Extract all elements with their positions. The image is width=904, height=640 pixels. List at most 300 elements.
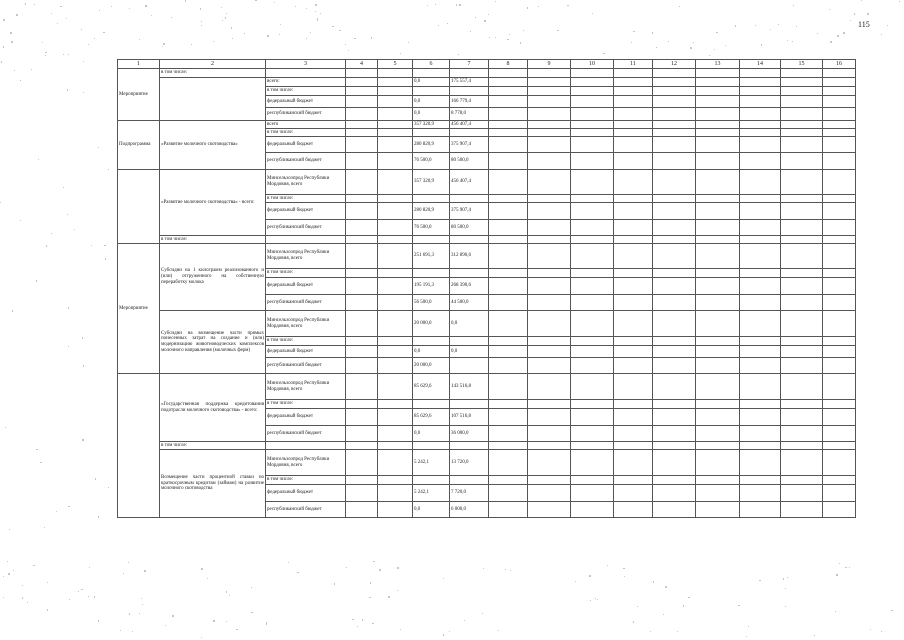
scan-speck (34, 4, 35, 5)
empty-cell (781, 337, 823, 346)
empty-cell (346, 358, 378, 374)
scan-speck (201, 637, 202, 638)
scan-speck (891, 610, 893, 612)
empty-cell (489, 236, 528, 244)
scan-speck (20, 80, 21, 81)
empty-cell (346, 442, 378, 450)
empty-cell (696, 121, 740, 129)
scan-speck (38, 159, 39, 160)
scan-speck (668, 41, 669, 42)
table-row (118, 121, 856, 129)
scan-speck (679, 6, 680, 7)
empty-cell (653, 374, 696, 400)
empty-cell (740, 108, 781, 121)
empty-cell (653, 502, 696, 518)
empty-cell (571, 78, 614, 87)
funding-source-cell: федеральный бюджет (266, 137, 346, 153)
empty-cell (653, 269, 696, 278)
empty-cell (571, 502, 614, 518)
scan-speck (370, 582, 372, 584)
scan-speck (236, 629, 237, 630)
page-number: 115 (858, 20, 870, 29)
empty-cell (653, 346, 696, 358)
scan-speck (590, 600, 591, 601)
scan-speck (575, 581, 576, 582)
scan-speck (527, 7, 528, 8)
amount-col6-cell: 280 820,9 (413, 137, 450, 153)
header-cell: 16 (823, 60, 856, 69)
empty-cell (378, 311, 413, 337)
empty-cell (823, 203, 856, 220)
scan-speck (458, 54, 459, 55)
scan-speck (68, 54, 69, 55)
scan-speck (843, 32, 845, 34)
empty-cell (571, 195, 614, 203)
empty-cell (653, 96, 696, 108)
empty-cell (614, 153, 653, 170)
scan-speck (9, 529, 10, 530)
amount-col7-cell: 456 407,4 (450, 170, 489, 195)
scan-speck (509, 34, 510, 35)
scan-speck (746, 636, 747, 637)
scan-speck (141, 598, 142, 599)
scan-speck (69, 599, 70, 600)
scan-speck (693, 42, 694, 43)
empty-cell (378, 442, 413, 450)
amount-col7-cell: 8 778,0 (450, 108, 489, 121)
empty-cell (823, 153, 856, 170)
scan-speck (165, 625, 166, 626)
scan-speck (464, 620, 465, 621)
empty-cell (653, 311, 696, 337)
scan-speck (82, 439, 83, 440)
empty-cell (346, 346, 378, 358)
scan-speck (33, 565, 34, 566)
scan-speck (829, 9, 830, 10)
scan-speck (315, 4, 317, 6)
empty-cell (653, 108, 696, 121)
empty-cell (528, 442, 571, 450)
amount-col7-cell: 456 407,4 (450, 121, 489, 129)
empty-cell (528, 337, 571, 346)
scan-speck (31, 69, 32, 70)
empty-cell (489, 358, 528, 374)
amount-col6-cell: 0,0 (413, 426, 450, 442)
scan-speck (346, 567, 347, 568)
scan-speck (495, 37, 496, 38)
scan-speck (498, 630, 499, 631)
scan-speck (484, 20, 486, 22)
table-body (118, 69, 856, 518)
empty-cell (696, 485, 740, 502)
header-row (118, 60, 856, 69)
empty-cell (696, 236, 740, 244)
scan-speck (201, 25, 202, 26)
scan-speck (759, 580, 760, 581)
funding-source-cell: федеральный бюджет (266, 96, 346, 108)
empty-cell (378, 269, 413, 278)
scan-speck (709, 55, 710, 56)
amount-col6-cell: 0,0 (413, 96, 450, 108)
empty-cell (696, 374, 740, 400)
scan-speck (295, 6, 296, 7)
empty-cell (696, 337, 740, 346)
empty-cell (528, 220, 571, 236)
empty-cell (571, 137, 614, 153)
empty-cell (571, 170, 614, 195)
empty-cell (378, 358, 413, 374)
scan-speck (108, 169, 109, 170)
empty-cell (528, 485, 571, 502)
header-cell: 14 (740, 60, 781, 69)
scan-speck (45, 52, 47, 54)
empty-cell (571, 358, 614, 374)
empty-cell (740, 69, 781, 78)
scan-speck (67, 214, 68, 215)
scan-speck (51, 13, 53, 15)
empty-cell (696, 295, 740, 311)
program-name-cell (160, 78, 266, 121)
empty-cell (740, 346, 781, 358)
empty-cell (781, 409, 823, 426)
empty-cell (528, 358, 571, 374)
scan-speck (475, 17, 476, 18)
scan-speck (142, 604, 143, 605)
scan-speck (371, 37, 372, 38)
empty-cell (346, 108, 378, 121)
scan-speck (213, 41, 214, 42)
empty-cell (378, 78, 413, 87)
empty-cell (653, 476, 696, 485)
scan-speck (13, 570, 14, 571)
amount-col7-cell: 6 000,0 (450, 502, 489, 518)
scan-speck (306, 38, 307, 39)
amount-col7-cell (450, 269, 489, 278)
empty-cell (378, 220, 413, 236)
scan-speck (44, 527, 45, 528)
scan-speck (98, 516, 100, 518)
scan-speck (348, 50, 349, 51)
scan-speck (244, 33, 245, 34)
funding-source-cell (266, 69, 346, 78)
amount-col7-cell: 312 890,6 (450, 244, 489, 269)
empty-cell (781, 295, 823, 311)
empty-cell (823, 170, 856, 195)
amount-col7-cell: 375 907,4 (450, 137, 489, 153)
scan-speck (761, 44, 763, 46)
scan-speck (887, 25, 888, 26)
empty-cell (571, 220, 614, 236)
scan-speck (796, 26, 797, 27)
empty-cell (740, 153, 781, 170)
empty-cell (489, 220, 528, 236)
scan-speck (755, 25, 756, 26)
scan-speck (317, 19, 319, 21)
scan-speck (221, 7, 222, 8)
empty-cell (528, 69, 571, 78)
empty-cell (528, 96, 571, 108)
amount-col7-cell: 0,0 (450, 346, 489, 358)
empty-cell (653, 153, 696, 170)
empty-cell (346, 476, 378, 485)
empty-cell (653, 278, 696, 295)
empty-cell (781, 269, 823, 278)
scan-speck (36, 449, 37, 450)
empty-cell (740, 278, 781, 295)
scan-speck (51, 233, 52, 234)
scan-speck (56, 511, 57, 512)
scan-speck (222, 20, 223, 21)
row-type-cell: Мероприятие (118, 69, 160, 121)
scan-speck (88, 44, 89, 45)
amount-col6-cell: 0,0 (413, 346, 450, 358)
empty-cell (378, 278, 413, 295)
empty-cell (528, 236, 571, 244)
empty-cell (614, 278, 653, 295)
empty-cell (489, 485, 528, 502)
row-type-cell (118, 374, 160, 518)
scan-speck (46, 245, 48, 247)
scan-speck (98, 620, 100, 622)
empty-cell (781, 78, 823, 87)
empty-cell (653, 78, 696, 87)
scan-speck (139, 39, 140, 40)
empty-cell (653, 450, 696, 476)
scan-speck (683, 605, 685, 607)
empty-cell (489, 153, 528, 170)
scan-speck (592, 13, 593, 14)
scan-speck (839, 563, 841, 565)
scan-speck (3, 46, 5, 48)
empty-cell (614, 311, 653, 337)
table-row (118, 374, 856, 400)
empty-cell (528, 295, 571, 311)
empty-cell (489, 269, 528, 278)
scan-speck (11, 41, 13, 43)
empty-cell (823, 108, 856, 121)
scan-speck (867, 13, 869, 15)
amount-col6-cell: 20 000,0 (413, 311, 450, 337)
scan-speck (793, 5, 794, 6)
empty-cell (528, 170, 571, 195)
scan-speck (103, 32, 104, 33)
funding-source-cell: республиканский бюджет (266, 153, 346, 170)
empty-cell (823, 311, 856, 337)
empty-cell (489, 78, 528, 87)
header-cell: 7 (450, 60, 489, 69)
empty-cell (823, 400, 856, 409)
empty-cell (346, 269, 378, 278)
empty-cell (571, 442, 614, 450)
scan-speck (267, 35, 268, 36)
amount-col7-cell: 80 500,0 (450, 153, 489, 170)
empty-cell (740, 476, 781, 485)
empty-cell (696, 426, 740, 442)
scan-speck (320, 13, 321, 14)
scan-speck (105, 258, 106, 259)
header-cell: 6 (413, 60, 450, 69)
empty-cell (571, 87, 614, 96)
scan-speck (427, 5, 428, 6)
scan-speck (280, 24, 282, 26)
scan-speck (735, 25, 736, 26)
empty-cell (489, 278, 528, 295)
scan-speck (633, 621, 635, 623)
empty-cell (489, 476, 528, 485)
amount-col7-cell: 175 557,4 (450, 78, 489, 87)
scan-speck (42, 42, 43, 43)
empty-cell (571, 108, 614, 121)
empty-cell (653, 244, 696, 269)
scan-speck (20, 220, 21, 221)
scan-speck (595, 598, 596, 599)
empty-cell (653, 87, 696, 96)
empty-cell (489, 203, 528, 220)
scan-speck (226, 13, 227, 14)
empty-cell (571, 374, 614, 400)
scan-speck (81, 29, 82, 30)
scan-speck (633, 31, 635, 33)
scan-speck (201, 21, 202, 22)
table-row (118, 69, 856, 78)
empty-cell (346, 220, 378, 236)
amount-col6-cell: 195 191,3 (413, 278, 450, 295)
scan-speck (623, 568, 624, 569)
funding-source-cell: в том числе: (266, 129, 346, 137)
scan-speck (200, 8, 201, 9)
scan-speck (400, 53, 401, 54)
empty-cell (571, 400, 614, 409)
table-row (118, 78, 856, 87)
amount-col6-cell: 56 500,0 (413, 295, 450, 311)
amount-col7-cell: 0,0 (450, 311, 489, 337)
empty-cell (489, 337, 528, 346)
amount-col6-cell (413, 269, 450, 278)
empty-cell (740, 502, 781, 518)
amount-col7-cell: 143 516,8 (450, 374, 489, 400)
empty-cell (614, 121, 653, 129)
empty-cell (740, 96, 781, 108)
amount-col7-cell (450, 442, 489, 450)
empty-cell (781, 476, 823, 485)
budget-table (117, 59, 856, 518)
scan-speck (5, 427, 6, 428)
empty-cell (378, 137, 413, 153)
empty-cell (653, 295, 696, 311)
empty-cell (823, 426, 856, 442)
empty-cell (528, 502, 571, 518)
empty-cell (489, 400, 528, 409)
empty-cell (781, 203, 823, 220)
empty-cell (696, 442, 740, 450)
empty-cell (346, 78, 378, 87)
empty-cell (696, 476, 740, 485)
program-name-cell: Возмещение части процентной ставки по краткосрочным кредитам (займам) на развитие молочного скотоводства (160, 450, 266, 518)
empty-cell (614, 358, 653, 374)
empty-cell (528, 426, 571, 442)
empty-cell (614, 78, 653, 87)
scan-speck (510, 570, 511, 571)
scan-speck (231, 27, 232, 28)
row-type-cell: Подпрограмма (118, 121, 160, 170)
empty-cell (571, 476, 614, 485)
scan-speck (397, 567, 399, 569)
scan-speck (881, 34, 882, 35)
scan-speck (379, 569, 381, 571)
scan-speck (656, 47, 657, 48)
amount-col6-cell: 251 691,3 (413, 244, 450, 269)
header-cell: 8 (489, 60, 528, 69)
empty-cell (378, 170, 413, 195)
empty-cell (614, 269, 653, 278)
scan-speck (362, 619, 363, 620)
funding-source-cell: в том числе: (266, 337, 346, 346)
empty-cell (696, 244, 740, 269)
scan-speck (91, 245, 93, 247)
table-row (118, 450, 856, 476)
funding-source-cell: республиканский бюджет (266, 426, 346, 442)
empty-cell (696, 278, 740, 295)
amount-col6-cell (413, 442, 450, 450)
scan-speck (104, 245, 106, 247)
scan-speck (83, 61, 84, 62)
scan-speck (449, 631, 450, 632)
empty-cell (781, 374, 823, 400)
empty-cell (614, 450, 653, 476)
scan-speck (792, 41, 793, 42)
scan-speck (523, 30, 524, 31)
funding-source-cell: федеральный бюджет (266, 278, 346, 295)
empty-cell (489, 426, 528, 442)
empty-cell (740, 220, 781, 236)
funding-source-cell: федеральный бюджет (266, 409, 346, 426)
scan-speck (830, 41, 832, 43)
empty-cell (696, 129, 740, 137)
scan-speck (7, 561, 8, 562)
scan-speck (714, 49, 715, 50)
scan-speck (352, 619, 354, 621)
empty-cell (378, 426, 413, 442)
scan-speck (443, 634, 445, 636)
empty-cell (346, 195, 378, 203)
empty-cell (346, 450, 378, 476)
scan-speck (345, 44, 346, 45)
scan-speck (94, 596, 96, 598)
scan-speck (207, 578, 208, 579)
empty-cell (696, 78, 740, 87)
empty-cell (528, 400, 571, 409)
empty-cell (696, 170, 740, 195)
scan-speck (279, 34, 280, 35)
empty-cell (614, 96, 653, 108)
empty-cell (614, 87, 653, 96)
scan-speck (139, 613, 140, 614)
table-row (118, 442, 856, 450)
amount-col7-cell (450, 358, 489, 374)
empty-cell (823, 87, 856, 96)
empty-cell (781, 450, 823, 476)
scan-speck (66, 18, 67, 19)
scan-speck (172, 615, 174, 617)
empty-cell (653, 485, 696, 502)
funding-source-cell: в том числе: (266, 87, 346, 96)
scan-speck (388, 596, 390, 598)
header-cell: 11 (614, 60, 653, 69)
empty-cell (696, 203, 740, 220)
empty-cell (823, 358, 856, 374)
scan-speck (144, 570, 146, 572)
scan-speck (488, 14, 489, 15)
